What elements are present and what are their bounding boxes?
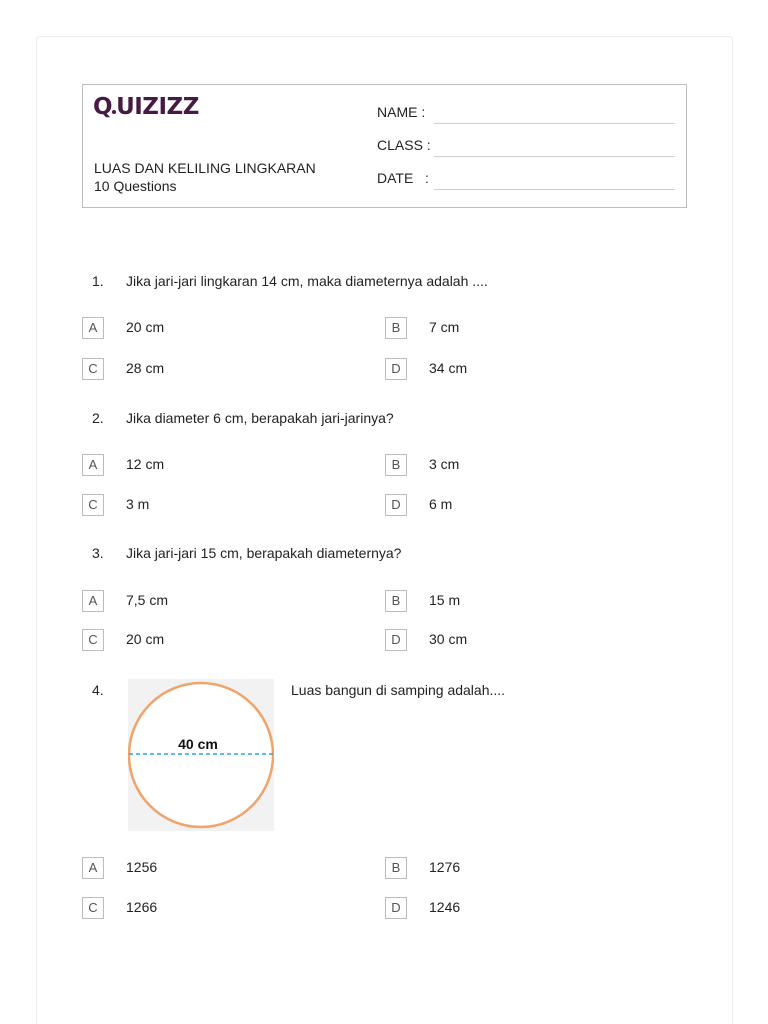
option-text: 7 cm [429,319,460,335]
class-field[interactable] [434,156,675,157]
question-text: Luas bangun di samping adalah.... [291,682,506,698]
name-label: NAME : [377,104,426,120]
class-label: CLASS : [377,137,431,153]
question-number: 4. [92,682,104,698]
circle-outline [129,683,273,827]
option-text: 30 cm [429,631,468,647]
option-letter-c[interactable]: C [82,494,104,516]
diameter-label: 40 cm [178,736,218,752]
option-letter-c[interactable]: C [82,358,104,380]
question-text: Jika diameter 6 cm, berapakah jari-jarinya? [126,410,394,426]
option-letter-b[interactable]: B [385,317,407,339]
option-text: 12 cm [126,456,165,472]
option-letter-a[interactable]: A [82,317,104,339]
option-text: 1246 [429,899,461,915]
option-letter-a[interactable]: A [82,454,104,476]
option-letter-b[interactable]: B [385,590,407,612]
option-text: 28 cm [126,360,165,376]
question-number: 2. [92,410,104,426]
option-letter-d[interactable]: D [385,897,407,919]
date-label: DATE : [377,170,429,186]
quiz-title: LUAS DAN KELILING LINGKARAN [94,160,316,176]
question-text: Jika jari-jari 15 cm, berapakah diameternya? [126,545,402,561]
option-letter-c[interactable]: C [82,897,104,919]
quizizz-logo: Q UIZIZZ [93,94,199,120]
option-letter-c[interactable]: C [82,629,104,651]
option-letter-b[interactable]: B [385,454,407,476]
name-field[interactable] [434,123,675,124]
option-text: 34 cm [429,360,468,376]
circle-figure [128,679,274,831]
option-letter-d[interactable]: D [385,494,407,516]
option-text: 6 m [429,496,453,512]
option-text: 20 cm [126,631,165,647]
option-text: 1276 [429,859,461,875]
option-letter-a[interactable]: A [82,590,104,612]
option-text: 1266 [126,899,158,915]
circle-diagram [128,679,274,831]
question-number: 1. [92,273,104,289]
question-count: 10 Questions [94,178,177,194]
question-number: 3. [92,545,104,561]
option-text: 20 cm [126,319,165,335]
option-letter-a[interactable]: A [82,857,104,879]
option-letter-d[interactable]: D [385,358,407,380]
option-text: 3 m [126,496,150,512]
question-text: Jika jari-jari lingkaran 14 cm, maka diameternya adalah .... [126,273,488,289]
option-text: 1256 [126,859,158,875]
option-letter-b[interactable]: B [385,857,407,879]
option-text: 15 m [429,592,461,608]
option-text: 3 cm [429,456,460,472]
option-letter-d[interactable]: D [385,629,407,651]
option-text: 7,5 cm [126,592,169,608]
date-field[interactable] [434,189,675,190]
